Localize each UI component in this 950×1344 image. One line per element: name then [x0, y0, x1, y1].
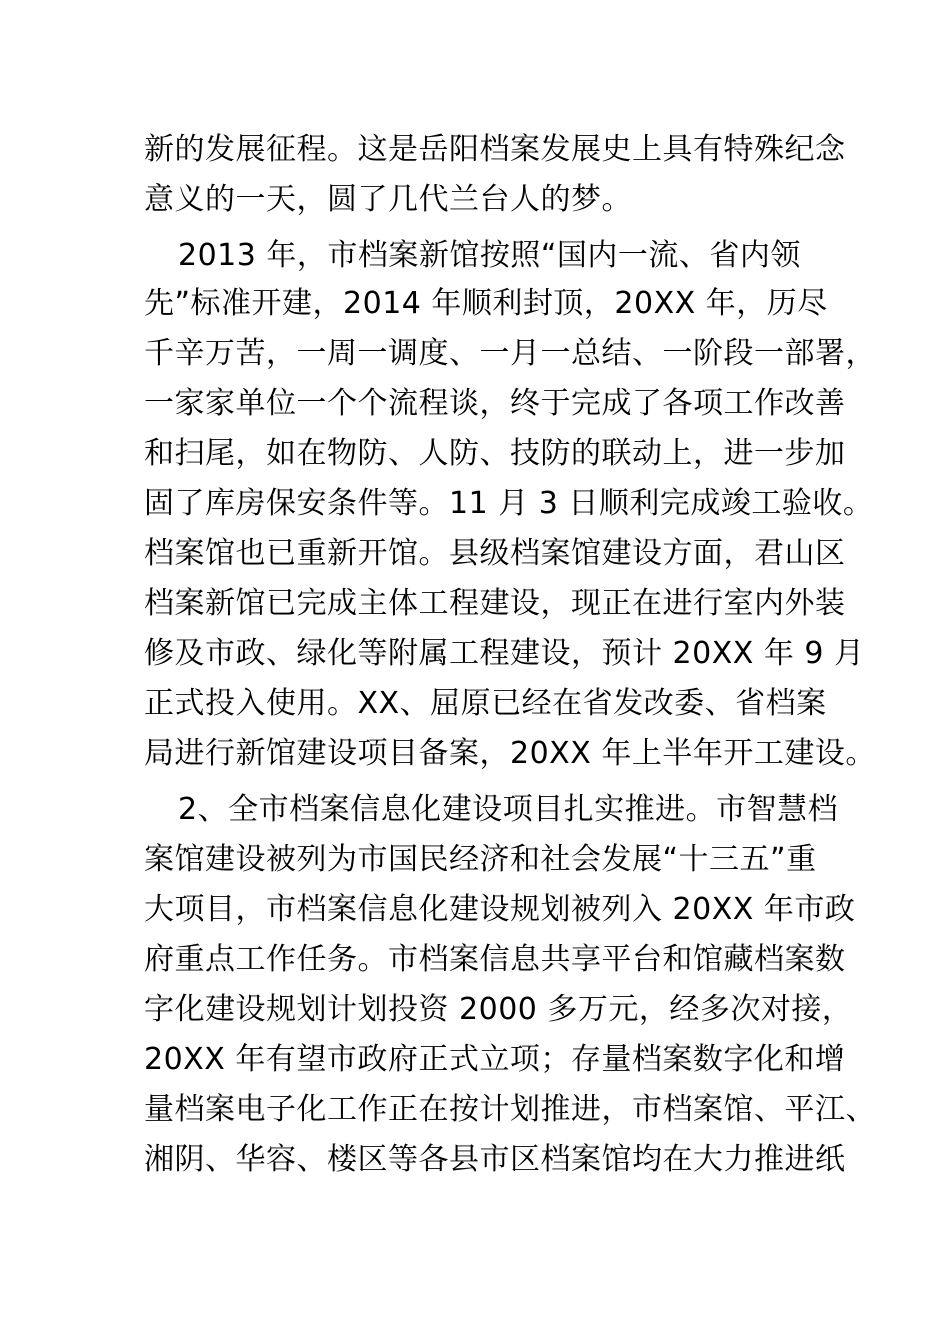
text-line: 局进行新馆建设项目备案，20XX 年上半年开工建设。	[144, 736, 876, 771]
text-line: 修及市政、绿化等附属工程建设，预计 20XX 年 9 月	[144, 636, 865, 671]
paragraph-start-line: 2013 年，市档案新馆按照“国内一流、省内领	[178, 238, 801, 273]
text-line: 20XX 年有望市政府正式立项；存量档案数字化和增	[144, 1042, 846, 1077]
text-line: 湘阴、华容、楼区等各县市区档案馆均在大力推进纸	[144, 1142, 846, 1177]
text-line: 一家家单位一个个流程谈，终于完成了各项工作改善	[144, 386, 846, 421]
text-line: 量档案电子化工作正在按计划推进，市档案馆、平江、	[144, 1092, 876, 1127]
text-line: 府重点工作任务。市档案信息共享平台和馆藏档案数	[144, 942, 846, 977]
text-line: 固了库房保安条件等。11 月 3 日顺利完成竣工验收。	[144, 486, 874, 521]
text-line: 档案新馆已完成主体工程建设，现正在进行室内外装	[144, 586, 846, 621]
text-line: 案馆建设被列为市国民经济和社会发展“十三五”重	[144, 842, 817, 877]
text-line: 字化建设规划计划投资 2000 多万元，经多次对接，	[144, 992, 853, 1027]
text-line: 先”标准开建，2014 年顺利封顶，20XX 年，历尽	[144, 286, 828, 321]
text-line: 新的发展征程。这是岳阳档案发展史上具有特殊纪念	[144, 132, 846, 167]
text-line: 档案馆也已重新开馆。县级档案馆建设方面，君山区	[144, 536, 846, 571]
text-line: 正式投入使用。XX、屈原已经在省发改委、省档案	[144, 686, 827, 721]
text-line: 和扫尾，如在物防、人防、技防的联动上，进一步加	[144, 436, 846, 471]
text-line: 千辛万苦，一周一调度、一月一总结、一阶段一部署，	[144, 336, 876, 371]
paragraph-start-line: 2、全市档案信息化建设项目扎实推进。市智慧档	[178, 792, 839, 827]
text-line: 意义的一天，圆了几代兰台人的梦。	[144, 182, 632, 217]
text-line: 大项目，市档案信息化建设规划被列入 20XX 年市政	[144, 892, 856, 927]
